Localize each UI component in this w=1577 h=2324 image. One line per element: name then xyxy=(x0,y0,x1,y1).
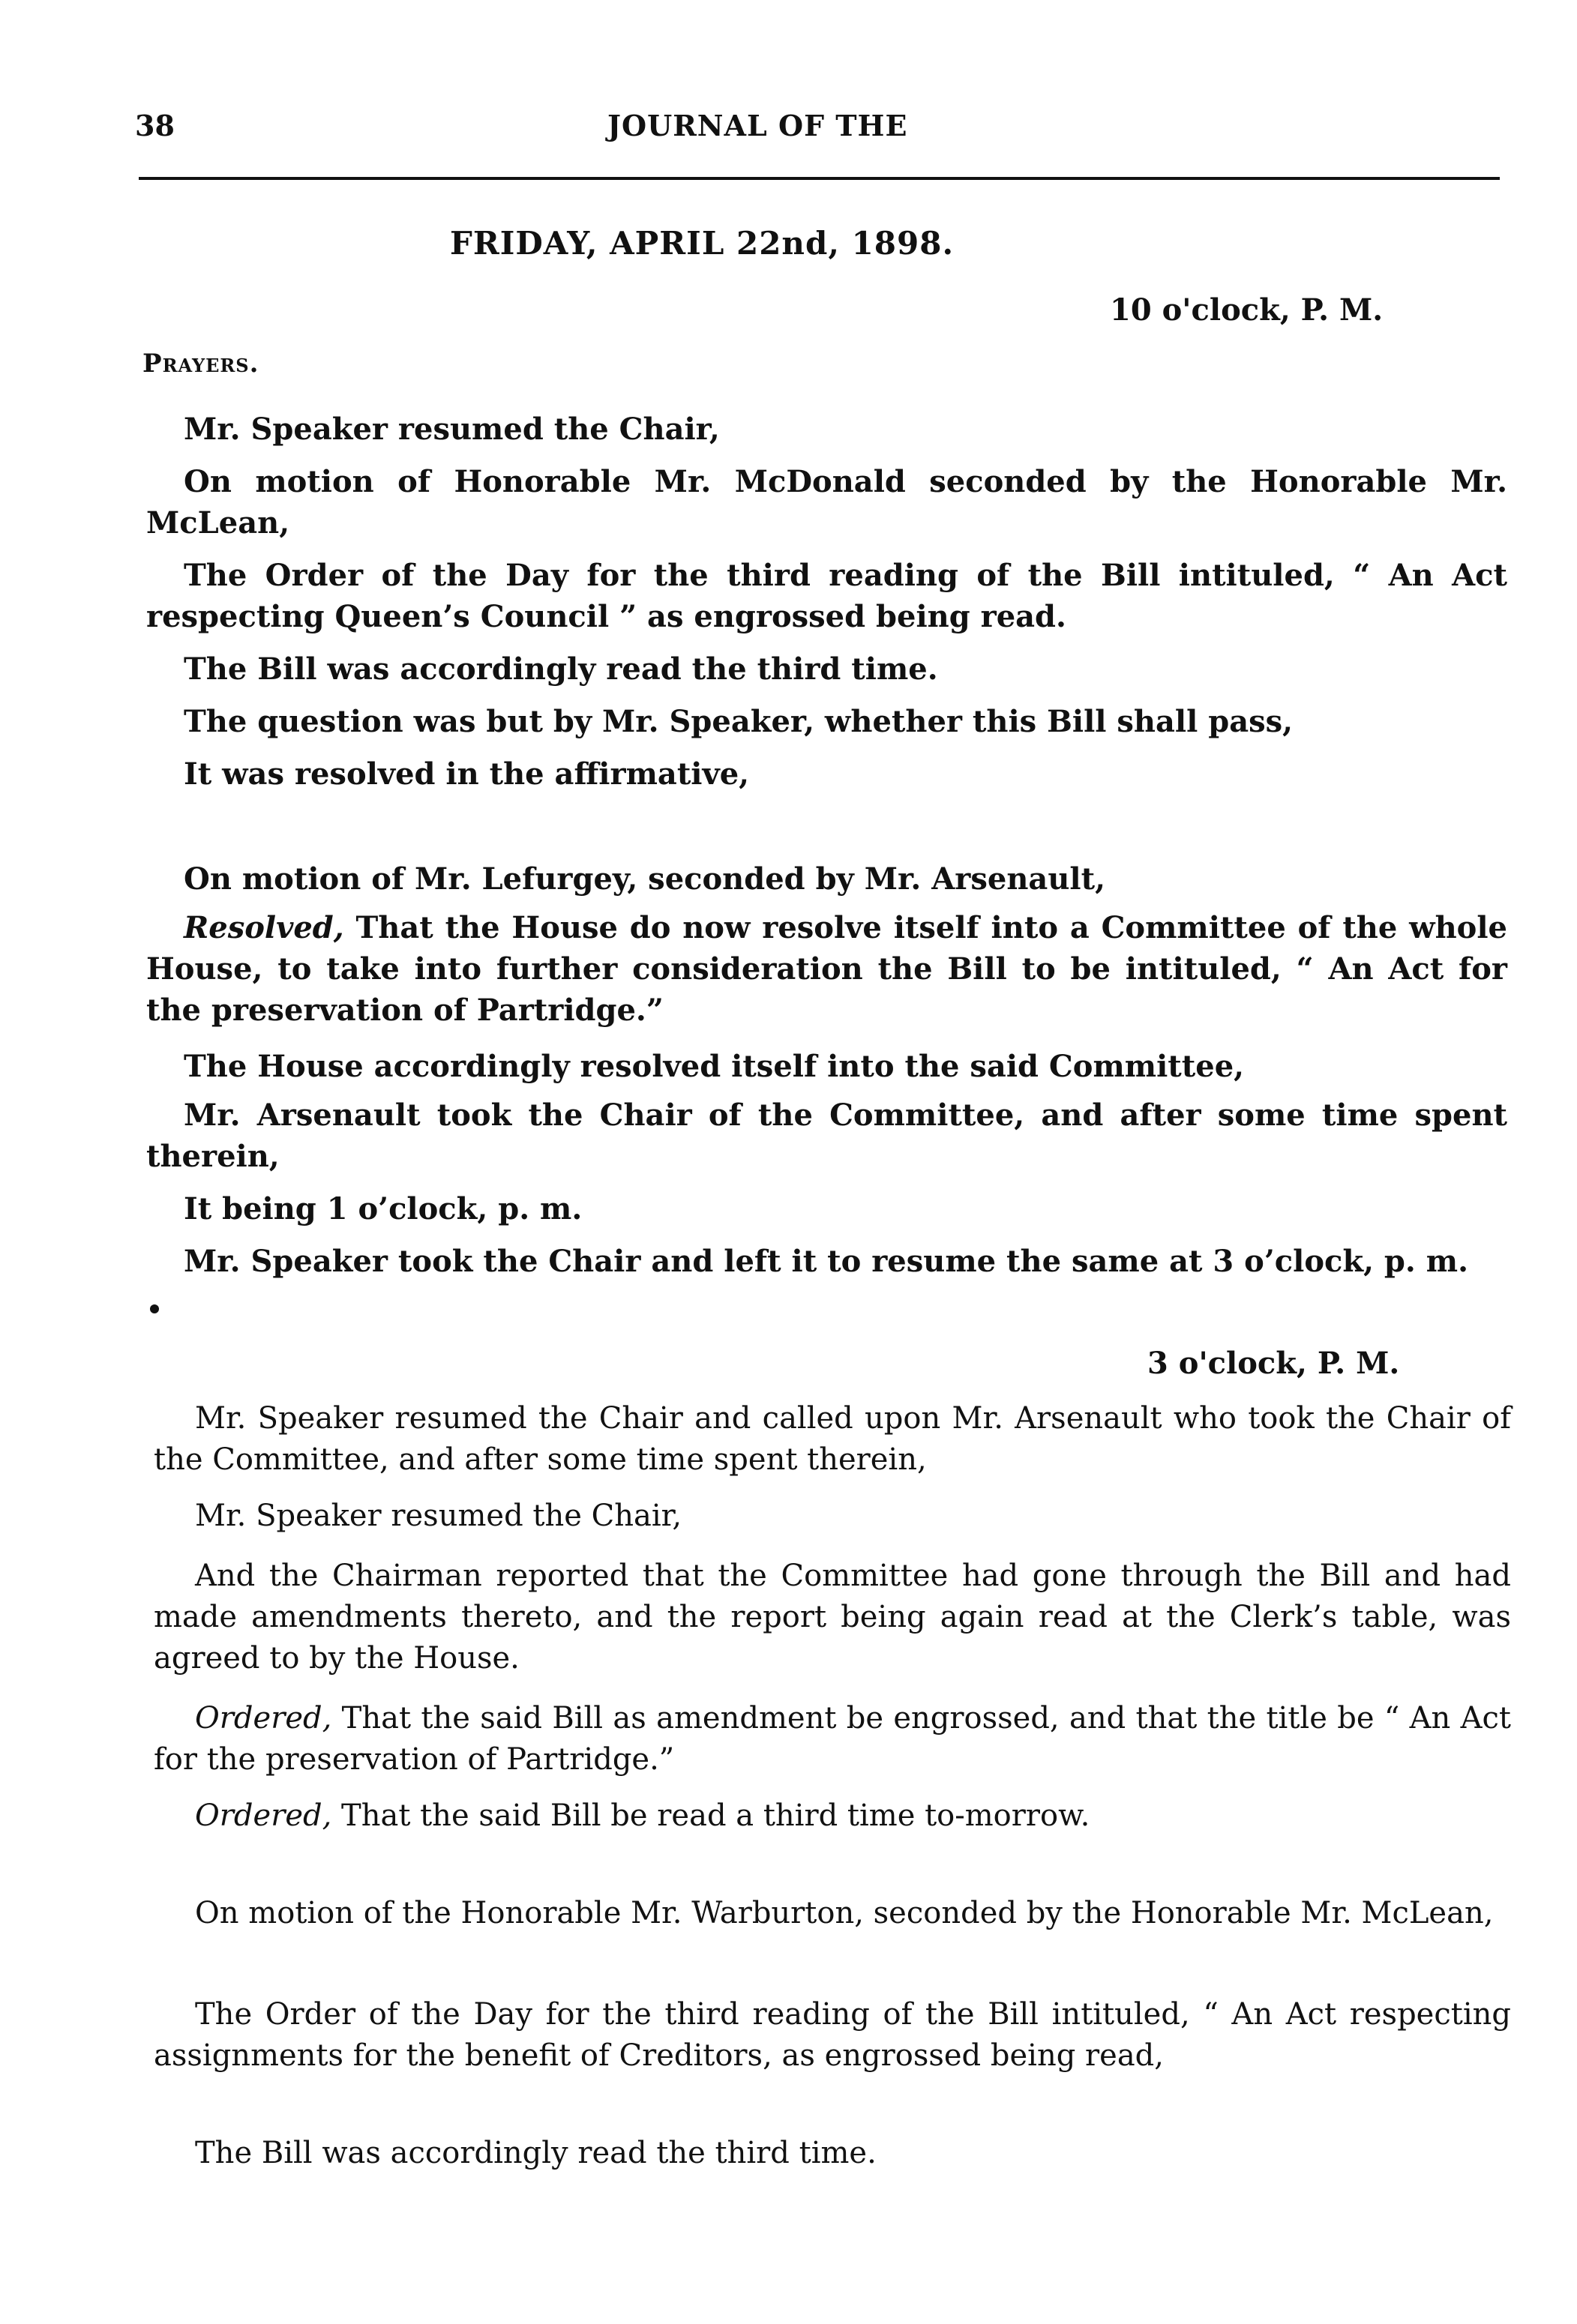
paragraph-motion-mcdonald: On motion of Honorable Mr. McDonald seconded by the Honorable Mr. McLean, xyxy=(146,464,1507,541)
paragraph-ordered-third-reading xyxy=(154,1795,1511,1837)
paragraph-arsenault-chair: Mr. Arsenault took the Chair of the Committee, and after some time spent therein, xyxy=(146,1098,1507,1174)
resolved-text: That the House do now resolve itself into a Committee of the whole House, to take into further consideration the Bill to be intituled, “ An Act for the preservation of Partridge.” xyxy=(146,910,1507,1028)
paragraph-question-put: The question was but by Mr. Speaker, whether this Bill shall pass, xyxy=(184,704,1294,739)
paragraph-motion-lefurgey: On motion of Mr. Lefurgey, seconded by Mr. Arsenault, xyxy=(184,861,1106,897)
paragraph-order-assignments: The Order of the Day for the third reading of the Bill intituled, “ An Act respecting assignments for the benefit of Creditors, as engrossed being read, xyxy=(154,1997,1511,2073)
ordered-lead-1: Ordered, xyxy=(195,1701,332,1736)
header-rule xyxy=(139,177,1500,180)
paragraph-bill-read: The Bill was accordingly read the third time. xyxy=(184,651,938,687)
date-heading: FRIDAY, APRIL 22nd, 1898. xyxy=(450,225,955,262)
bullet-mark xyxy=(150,1304,159,1313)
paragraph-one-oclock: It being 1 o’clock, p. m. xyxy=(184,1191,583,1226)
resolved-lead: Resolved, xyxy=(184,910,344,945)
time-afternoon: 3 o'clock, P. M. xyxy=(1147,1346,1400,1381)
paragraph-order-queens-council: The Order of the Day for the third reading of the Bill intituled, “ An Act respecting Queen’s Council ” as engrossed being read. xyxy=(146,558,1507,634)
paragraph-bill-read-2: The Bill was accordingly read the third time. xyxy=(195,2136,877,2170)
paragraph-house-committee: The House accordingly resolved itself into the said Committee, xyxy=(184,1049,1245,1084)
page-number: 38 xyxy=(135,109,175,142)
paragraph-ordered-engrossed xyxy=(154,1698,1511,1780)
paragraph-resolved-affirmative: It was resolved in the affirmative, xyxy=(184,756,750,792)
section-heading-prayers: Prayers. xyxy=(142,349,259,379)
ordered-text-2: That the said Bill be read a third time to-morrow. xyxy=(331,1798,1090,1833)
paragraph-resolved-committee xyxy=(146,907,1507,1031)
ordered-text-1: That the said Bill as amendment be engrossed, and that the title be “ An Act for the preservation of Partridge.” xyxy=(154,1701,1511,1777)
ordered-lead-2: Ordered, xyxy=(195,1798,332,1833)
paragraph-chairman-report: And the Chairman reported that the Committee had gone through the Bill and had made amendments thereto, and the report being again read at the Clerk’s table, was agreed to by the House. xyxy=(154,1559,1511,1676)
paragraph-speaker-called-arsenault: Mr. Speaker resumed the Chair and called upon Mr. Arsenault who took the Chair of the Committee, and after some time spent therein, xyxy=(154,1401,1511,1477)
paragraph-speaker-resumed: Mr. Speaker resumed the Chair, xyxy=(184,412,720,447)
paragraph-speaker-left-chair: Mr. Speaker took the Chair and left it to resume the same at 3 o’clock, p. m. xyxy=(184,1244,1468,1279)
paragraph-motion-warburton: On motion of the Honorable Mr. Warburton, seconded by the Honorable Mr. McLean, xyxy=(195,1896,1494,1930)
time-morning: 10 o'clock, P. M. xyxy=(1110,292,1384,328)
paragraph-speaker-resumed-2: Mr. Speaker resumed the Chair, xyxy=(195,1499,682,1533)
running-title: JOURNAL OF THE xyxy=(607,109,908,142)
